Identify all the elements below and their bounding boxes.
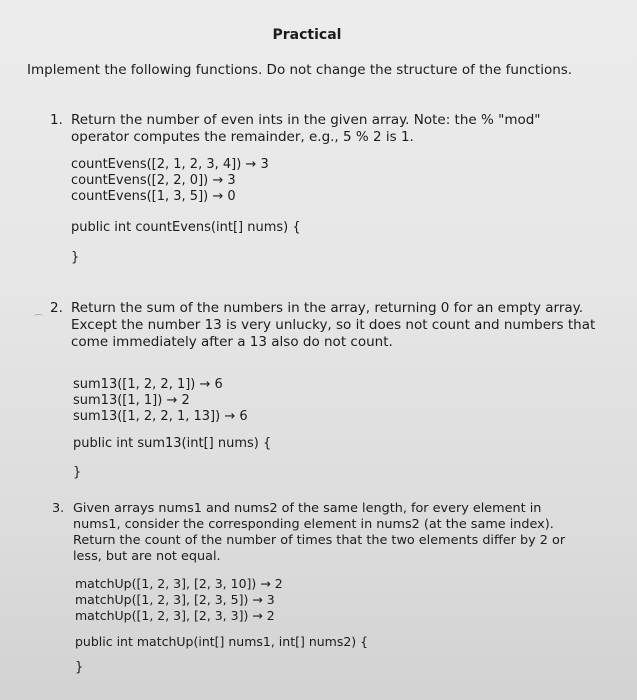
question-text — [71, 112, 581, 146]
function-signature: public int matchUp(int[] nums1, int[] nums2) { — [75, 634, 369, 649]
examples-1 — [71, 157, 269, 205]
stray-mark: ⌒ — [34, 315, 44, 325]
function-signature: public int countEvens(int[] nums) { — [71, 220, 301, 235]
example-line: matchUp([1, 2, 3], [2, 3, 3]) → 2 — [75, 608, 275, 623]
example-line: matchUp([1, 2, 3], [2, 3, 10]) → 2 — [75, 576, 283, 591]
instructions: Implement the following functions. Do not change the structure of the functions. — [27, 62, 573, 78]
closing-brace: } — [71, 250, 80, 265]
question-text-line: Given arrays nums1 and nums2 of the same length, for every element in — [73, 501, 542, 516]
question-text-line: Except the number 13 is very unlucky, so it does not count and numbers that — [71, 317, 596, 333]
question-text — [73, 501, 583, 565]
example-line: sum13([1, 2, 2, 1]) → 6 — [73, 377, 223, 392]
question-number: 3. — [52, 501, 65, 516]
question-text-line: come immediately after a 13 also do not count. — [71, 334, 393, 350]
examples-3 — [75, 576, 283, 624]
example-line: countEvens([2, 1, 2, 3, 4]) → 3 — [71, 157, 269, 172]
page-title: Practical — [272, 27, 342, 43]
question-text-line: Return the count of the number of times that the two elements differ by 2 or — [73, 533, 566, 548]
example-line: countEvens([2, 2, 0]) → 3 — [71, 173, 236, 188]
example-line: sum13([1, 2, 2, 1, 13]) → 6 — [73, 409, 248, 424]
question-number: 1. — [50, 112, 63, 128]
closing-brace: } — [75, 660, 84, 675]
question-text-line: Return the number of even ints in the given array. Note: the % "mod" — [71, 112, 541, 128]
example-line: matchUp([1, 2, 3], [2, 3, 5]) → 3 — [75, 592, 275, 607]
example-line: sum13([1, 1]) → 2 — [73, 393, 190, 408]
examples-2 — [73, 377, 248, 425]
function-signature: public int sum13(int[] nums) { — [73, 436, 272, 451]
question-text-line: Return the sum of the numbers in the array, returning 0 for an empty array. — [71, 300, 584, 316]
question-text — [71, 300, 596, 351]
closing-brace: } — [73, 465, 82, 480]
question-text-line: less, but are not equal. — [73, 549, 221, 564]
question-text-line: operator computes the remainder, e.g., 5 % 2 is 1. — [71, 129, 414, 145]
question-text-line: nums1, consider the corresponding element in nums2 (at the same index). — [73, 517, 554, 532]
question-number: 2. — [50, 300, 63, 316]
example-line: countEvens([1, 3, 5]) → 0 — [71, 189, 236, 204]
